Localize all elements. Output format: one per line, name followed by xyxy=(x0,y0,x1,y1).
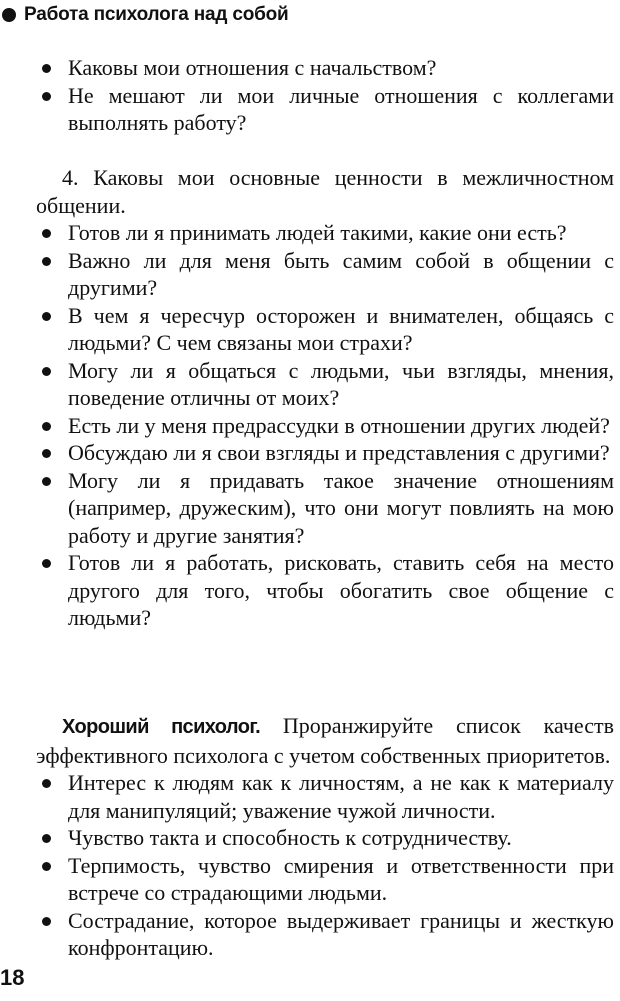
list-item: В чем я чересчур осторожен и внимателен, общаясь с людьми? С чем связаны мои страхи? xyxy=(36,302,614,357)
good-psychologist-text: Проранжируйте список качеств эффективного психолога с учетом собственных приоритетов. xyxy=(36,713,615,768)
page-number: 18 xyxy=(0,965,25,990)
good-psychologist-paragraph xyxy=(36,712,614,769)
list-item: Интерес к людям как к личностям, а не как к материалу для манипуляций; уважение чужой личности. xyxy=(36,769,614,824)
list-item: Обсуждаю ли я свои взгляды и представления с другими? xyxy=(36,439,614,467)
list-item: Важно ли для меня быть самим собой в общении с другими? xyxy=(36,247,614,302)
bullet-icon xyxy=(42,862,51,871)
bullet-icon xyxy=(42,422,51,431)
list-item: Не мешают ли мои личные отношения с коллегами выполнять работу? xyxy=(36,82,614,137)
question-4-heading: 4. Каковы мои основные ценности в межличностном общении. xyxy=(36,165,614,218)
running-head-title: Работа психолога над собой xyxy=(24,4,289,25)
list-item: Каковы мои отношения с начальством? xyxy=(36,54,614,82)
bullet-icon xyxy=(42,92,51,101)
bullet-icon xyxy=(42,834,51,843)
good-psychologist-section xyxy=(36,712,614,962)
list-item: Готов ли я работать, рисковать, ставить себя на место другого для того, чтобы обогатить свое общение с людьми? xyxy=(36,549,614,632)
running-head-bullet-icon xyxy=(2,8,16,22)
bullet-icon xyxy=(42,64,51,73)
bullet-icon xyxy=(42,779,51,788)
top-question-list xyxy=(36,54,614,137)
bullet-icon xyxy=(42,257,51,266)
list-item: Терпимость, чувство смирения и ответственности при встрече со страдающими людьми. xyxy=(36,852,614,907)
bullet-icon xyxy=(42,312,51,321)
list-item: Могу ли я придавать такое значение отношениям (например, дружеским), что они могут повлиять на мою работу и другие занятия? xyxy=(36,467,614,550)
bullet-icon xyxy=(42,229,51,238)
bullet-icon xyxy=(42,559,51,568)
list-item: Готов ли я принимать людей такими, какие они есть? xyxy=(36,219,614,247)
list-item: Могу ли я общаться с людьми, чьи взгляды, мнения, поведение отличны от моих? xyxy=(36,357,614,412)
list-item: Есть ли у меня предрассудки в отношении других людей? xyxy=(36,412,614,440)
bullet-icon xyxy=(42,477,51,486)
good-psychologist-heading: Хороший психолог. xyxy=(62,716,261,738)
list-item: Сострадание, которое выдерживает границы и жесткую конфронтацию. xyxy=(36,907,614,962)
question-4-section xyxy=(36,164,614,632)
list-item: Чувство такта и способность к сотрудничеству. xyxy=(36,824,614,852)
bullet-icon xyxy=(42,449,51,458)
bullet-icon xyxy=(42,917,51,926)
bullet-icon xyxy=(42,367,51,376)
running-head xyxy=(2,0,289,30)
